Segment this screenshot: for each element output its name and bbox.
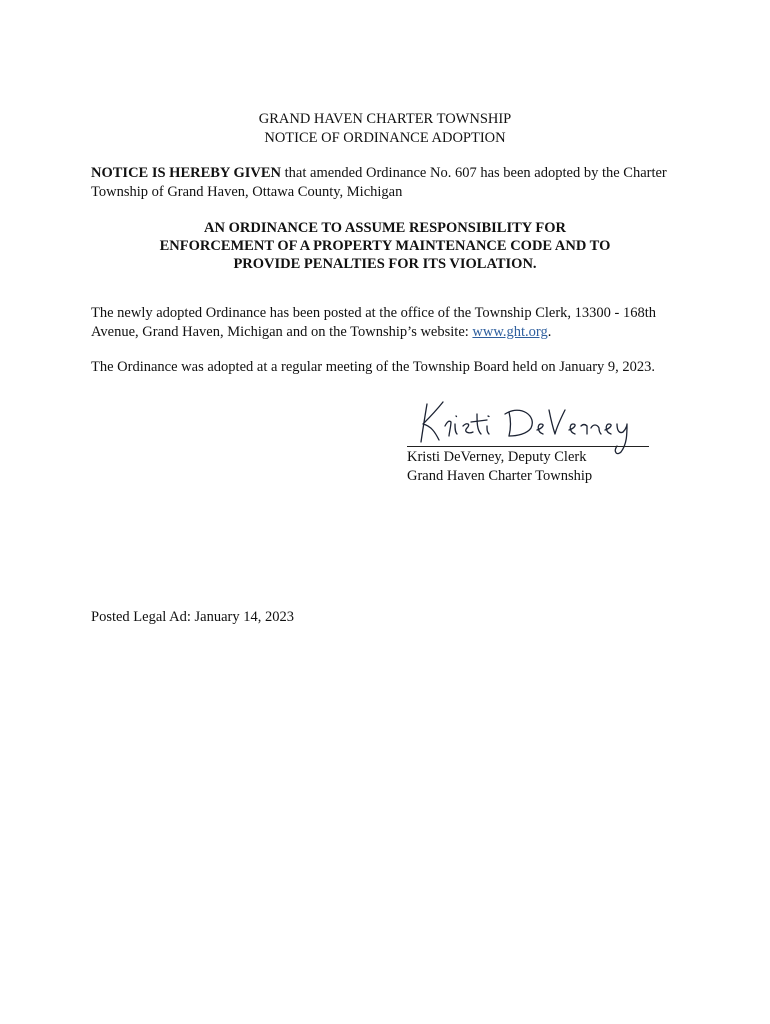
notice-title: NOTICE OF ORDINANCE ADOPTION	[264, 130, 506, 146]
posting-end: .	[547, 324, 552, 340]
handwritten-signature	[405, 396, 655, 456]
adoption-paragraph: The Ordinance was adopted at a regular meeting of the Township Board held on January 9, 2023.	[91, 359, 656, 375]
signer-name-title: Kristi DeVerney, Deputy Clerk	[407, 449, 587, 465]
notice-paragraph	[91, 164, 691, 202]
signer-block	[407, 448, 592, 486]
notice-text: that amended Ordinance No. 607 has been adopted by the Charter Township of Grand Haven, Ottawa County, Michigan	[91, 165, 667, 200]
ordinance-title-line: AN ORDINANCE TO ASSUME RESPONSIBILITY FOR	[204, 220, 566, 236]
ordinance-title	[0, 219, 770, 273]
township-name: GRAND HAVEN CHARTER TOWNSHIP	[258, 111, 512, 127]
notice-lead: NOTICE IS HEREBY GIVEN	[91, 165, 282, 181]
posted-legal-ad-date: Posted Legal Ad: January 14, 2023	[91, 609, 294, 625]
posting-paragraph	[91, 304, 701, 342]
signer-organization: Grand Haven Charter Township	[407, 468, 593, 484]
ordinance-title-line: ENFORCEMENT OF A PROPERTY MAINTENANCE CODE AND TO	[159, 238, 611, 254]
posting-text: The newly adopted Ordinance has been posted at the office of the Township Clerk, 13300 - 168th Avenue, Grand Haven, Michigan and on the Township’s website:	[91, 305, 657, 340]
document-heading	[0, 110, 770, 148]
website-link[interactable]: www.ght.org	[472, 324, 548, 340]
ordinance-title-line: PROVIDE PENALTIES FOR ITS VIOLATION.	[233, 256, 537, 272]
signature-line	[407, 446, 649, 447]
